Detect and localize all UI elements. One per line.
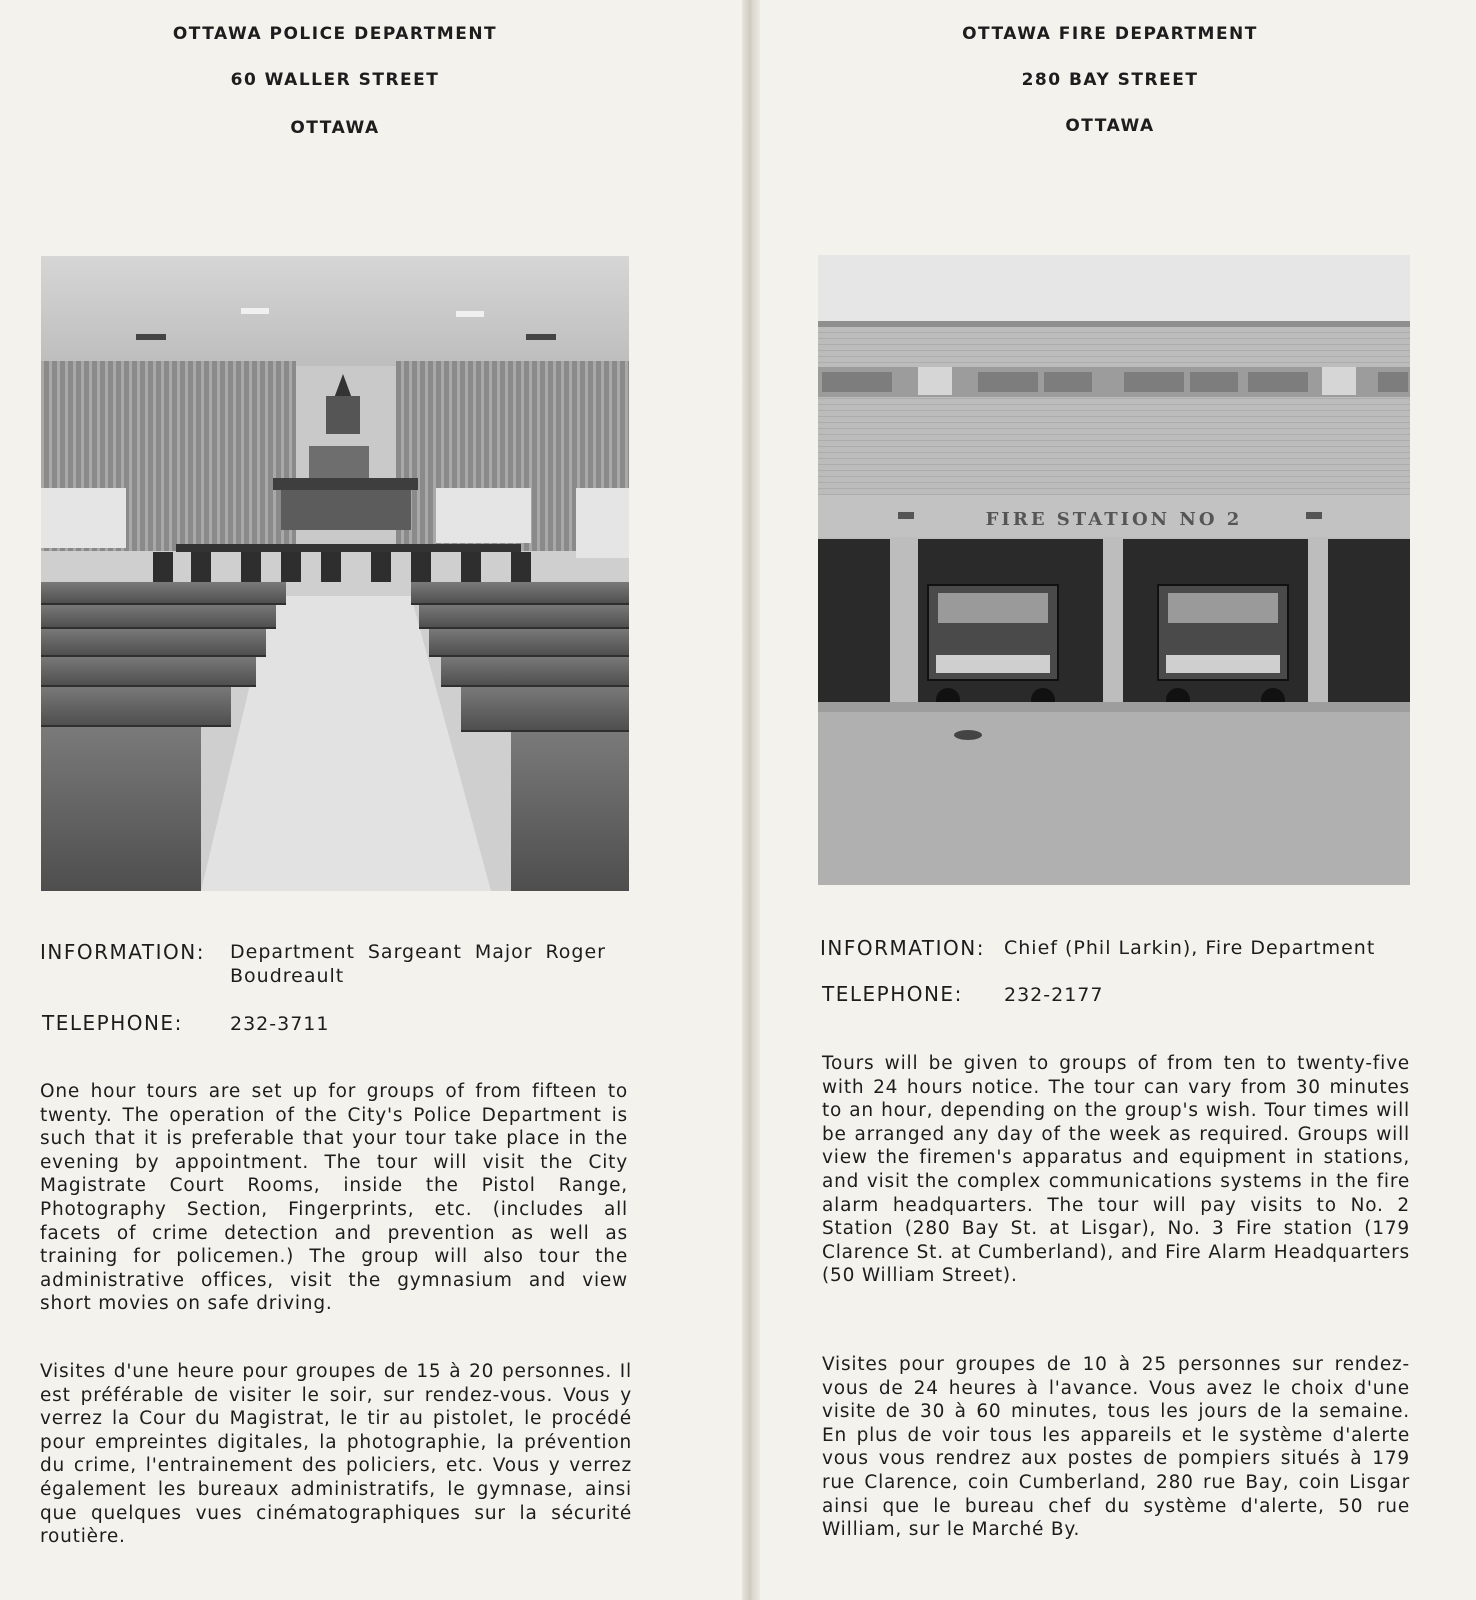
fire-telephone-number: 232-2177 <box>1004 984 1104 1006</box>
police-telephone-number: 232-3711 <box>230 1013 330 1035</box>
fire-telephone-label: TELEPHONE: <box>822 982 963 1006</box>
police-information-label: INFORMATION: <box>40 940 205 964</box>
police-telephone-label: TELEPHONE: <box>42 1011 183 1035</box>
fire-department-title: OTTAWA FIRE DEPARTMENT <box>962 24 1258 44</box>
police-address: 60 WALLER STREET <box>230 70 440 90</box>
fire-information-contact: Chief (Phil Larkin), Fire Department <box>1004 937 1376 959</box>
police-city: OTTAWA <box>290 118 380 138</box>
fire-station-photo <box>818 255 1410 885</box>
police-tour-english: One hour tours are set up for groups of from fifteen to twenty. The operation of the City's Police Department is such that it is preferable that your tour take place in the evening by appointment. The tour will visit the City Magistrate Court Rooms, inside the Pistol Range, Photography Section, Fingerprints, etc. (includes all facets of crime detection and prevention as well as training for policemen.) The group will also tour the administrative offices, visit the gymnasium and view short movies on safe driving. <box>40 1081 628 1315</box>
police-information-contact: Department Sargeant Major Roger Boudreault <box>230 941 606 987</box>
police-department-title: OTTAWA POLICE DEPARTMENT <box>172 24 498 44</box>
book-gutter <box>742 0 760 1600</box>
fire-tour-english: Tours will be given to groups of from ten to twenty-five with 24 hours notice. The tour can vary from 30 minutes to an hour, depending on the group's wish. Tour times will be arranged any day of the week as required. Groups will view the firemen's apparatus and equipment in stations, and visit the complex communications systems in the fire alarm headquarters. The tour will pay visits to No. 2 Station (280 Bay St. at Lisgar), No. 3 Fire station (179 Clarence St. at Cumberland), and Fire Alarm Headquarters (50 William Street). <box>822 1053 1410 1287</box>
fire-information-label: INFORMATION: <box>820 936 985 960</box>
fire-city: OTTAWA <box>1065 116 1155 136</box>
right-page <box>760 0 1476 1600</box>
fire-tour-french: Visites pour groupes de 10 à 25 personnes sur rendez-vous de 24 heures à l'avance. Vous avez le choix d'une visite de 30 à 60 minutes, tous les jours de la semaine. En plus de voir tous les appareils et le système d'alerte vous vous rendrez aux postes de pompiers situés à 179 rue Clarence, coin Cumberland, 280 rue Bay, coin Lisgar ainsi que le bureau chef du système d'alerte, 50 rue William, sur le Marché By. <box>822 1354 1410 1541</box>
court-room-photo <box>41 256 629 891</box>
fire-address: 280 BAY STREET <box>1021 70 1199 90</box>
fire-station-sign: FIRE STATION NO 2 <box>985 509 1243 530</box>
police-tour-french: Visites d'une heure pour groupes de 15 à 20 personnes. Il est préférable de visiter le soir, sur rendez-vous. Vous y verrez la Cour du Magistrat, le tir au pistolet, le procédé pour empreintes digitales, la photographie, la prévention du crime, l'entrainement des policiers, etc. Vous y verrez également les bureaux administratifs, le gymnase, ainsi que quelques vues cinématographiques sur la sécurité routière. <box>40 1361 632 1548</box>
